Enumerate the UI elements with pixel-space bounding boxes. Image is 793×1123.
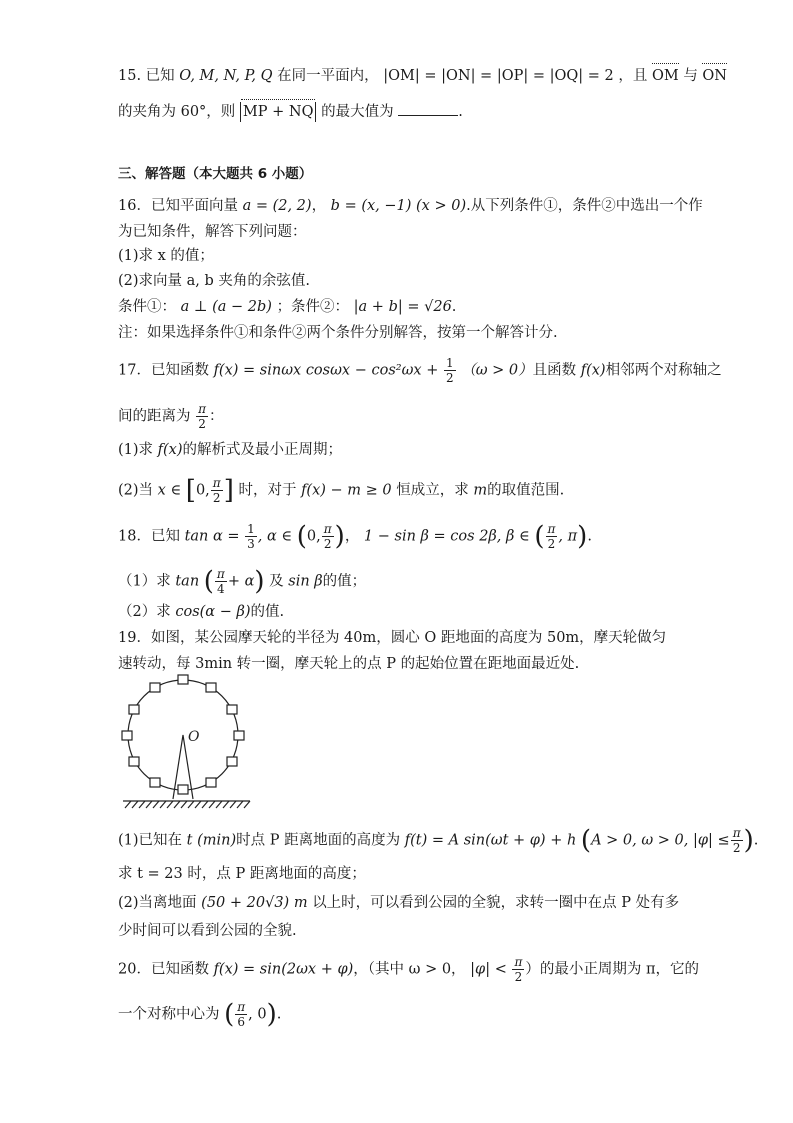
q19-function: f(t) = A sin(ωt + φ) + h: [404, 832, 577, 849]
q18-part2: [118, 602, 284, 622]
q16-part2: (2)求向量 a, b 夹角的余弦值.: [118, 273, 311, 289]
q16-conditions: [118, 297, 456, 317]
q16-condition: (x > 0): [416, 198, 467, 214]
q20-period: .: [276, 1006, 282, 1023]
denominator: 2: [547, 537, 556, 551]
q15-vector-om: OM: [651, 68, 679, 84]
q15-points: O, M, N, P, Q: [179, 68, 273, 84]
denominator: 2: [445, 371, 454, 385]
q19-period: .: [753, 832, 759, 849]
denominator: 2: [323, 537, 332, 551]
q20-text: ）的最小正周期为 π，它的: [525, 961, 699, 978]
q15-text: 15. 已知: [118, 68, 175, 84]
q18-interval-start: 0,: [306, 528, 321, 545]
q19-fraction-pi-2: [731, 826, 743, 855]
q20-point-y: , 0: [248, 1006, 267, 1023]
q17-domain: x ∈: [157, 482, 182, 499]
paren-right: ): [266, 999, 277, 1030]
q18-sin-beta: sin β: [288, 573, 323, 590]
q18-text: 的值；: [322, 573, 367, 590]
q17-part1: [118, 440, 342, 460]
q20-text: 一个对称中心为: [118, 1006, 220, 1023]
q17-m: m: [473, 482, 488, 499]
cabin: [206, 683, 216, 692]
q15-answer-blank: [398, 101, 458, 116]
q15-text: ，且: [618, 68, 648, 84]
numerator: π: [237, 1000, 246, 1014]
q18-alpha-domain: , α ∈: [257, 528, 293, 545]
q19-part1: [118, 826, 758, 855]
q18-interval-end: , π: [558, 528, 578, 545]
q15-period: .: [458, 104, 463, 120]
q20-line2: [118, 1000, 281, 1029]
q20-fraction-pi-2: [512, 955, 524, 984]
q18-tan: tan: [175, 573, 200, 590]
q17-text: 的解析式及最小正周期；: [182, 442, 343, 458]
q17-fx: f(x): [157, 442, 183, 458]
q18-text: （2）求: [118, 604, 171, 620]
bracket-left: [: [185, 475, 196, 506]
q18-fraction-third: [245, 522, 257, 551]
q15-norms: |OM| = |ON| = |OP| = |OQ| = 2: [383, 68, 614, 84]
q19-line2: 速转动，每 3min 转一圈，摩天轮上的点 P 的起始位置在距地面最近处.: [118, 656, 580, 672]
q17-text: ：: [209, 408, 224, 425]
cabin: [150, 683, 160, 692]
paren-right: ): [334, 521, 345, 552]
q17-condition: （ω > 0）: [461, 362, 533, 379]
q17-inequality: f(x) − m ≥ 0: [301, 482, 392, 499]
q19-text: 时点 P 距离地面的高度为: [236, 832, 401, 849]
q17-text: 间的距离为: [118, 408, 191, 425]
q16-condition-2: |a + b| = √26: [353, 299, 452, 315]
q18-text: 及: [269, 573, 284, 590]
q18-text: 18．已知: [118, 528, 180, 545]
cabin: [122, 731, 132, 740]
paren-right: ): [577, 521, 588, 552]
q19-part2: [118, 893, 679, 913]
q15-line1: [118, 66, 727, 86]
q16-vector-b: b = (x, −1): [330, 198, 412, 214]
q15-text: 在同一平面内，: [277, 68, 379, 84]
q19-text: (1)已知在: [118, 832, 183, 849]
denominator: 2: [212, 491, 221, 505]
denominator: 4: [217, 582, 225, 596]
numerator: 1: [445, 356, 454, 370]
cabin: [178, 675, 188, 684]
q18-text: 的值.: [250, 604, 285, 620]
q20-fraction-pi-6: [235, 1000, 247, 1029]
q19-line1: 19．如图，某公园摩天轮的半径为 40m，圆心 O 距地面的高度为 50m，摩天轮做匀: [118, 630, 667, 646]
q17-line2: [118, 402, 224, 431]
q15-text: 的最大值为: [321, 104, 394, 120]
numerator: π: [198, 402, 206, 416]
q18-fraction-pi-2: [322, 522, 334, 551]
denominator: 2: [514, 970, 523, 984]
q18-fraction-pi-2b: [546, 522, 558, 551]
paren-right: ): [743, 825, 754, 856]
cabin: [234, 731, 244, 740]
bracket-right: ]: [223, 475, 234, 506]
q17-text: 且函数: [532, 362, 577, 379]
q17-text: 时，对于: [238, 482, 297, 499]
cabin: [227, 757, 237, 766]
paren-left: (: [203, 566, 214, 597]
q19-conditions: A > 0, ω > 0, |φ| ≤: [591, 832, 730, 849]
q19-text: (2)当离地面: [118, 895, 197, 911]
q17-text: (1)求: [118, 442, 154, 458]
numerator: 1: [247, 522, 255, 536]
numerator: π: [547, 522, 556, 536]
q19-time: t (min): [186, 832, 237, 849]
denominator: 2: [732, 841, 741, 855]
q17-text: 的取值范围.: [487, 482, 565, 499]
q17-part2: [118, 476, 564, 505]
ground-hatching: [125, 801, 250, 808]
q19-height-expr: (50 + 20√3) m: [201, 895, 308, 911]
paren-right: ): [254, 566, 265, 597]
q16-text: 16．已知平面向量: [118, 198, 238, 214]
cabin: [150, 778, 160, 787]
center-label: O: [188, 729, 200, 745]
q19-text: 以上时，可以看到公园的全貌，求转一圈中在点 P 处有多: [312, 895, 680, 911]
q19-line6: 少时间可以看到公园的全貌.: [118, 923, 297, 939]
q18-period: .: [587, 528, 592, 545]
q16-line1: [118, 196, 703, 216]
paren-left: (: [224, 999, 235, 1030]
paren-left: (: [296, 521, 307, 552]
q17-fraction-pi-2b: [211, 476, 223, 505]
cabin: [227, 705, 237, 714]
q16-period: .: [451, 299, 457, 315]
q17-text: 17．已知函数: [118, 362, 209, 379]
q18-cos: cos(α − β): [175, 604, 251, 620]
q15-line2: [118, 101, 463, 122]
q17-fraction-half: [444, 356, 456, 385]
q16-text: .从下列条件①，条件②中选出一个作: [466, 198, 703, 214]
numerator: π: [212, 476, 221, 490]
q18-text: ，: [344, 528, 360, 545]
q20-text: ，（其中 ω > 0，: [353, 961, 466, 978]
q20-text: 20．已知函数: [118, 961, 209, 978]
q16-condition-1: a ⊥ (a − 2b): [180, 299, 272, 315]
paren-left: (: [580, 825, 592, 856]
q20-function: f(x) = sin(2ωx + φ): [213, 961, 354, 978]
q17-text: 相邻两个对称轴之: [605, 362, 722, 379]
q17-line1: [118, 356, 722, 385]
cabin: [178, 785, 188, 794]
q17-fx: f(x): [580, 362, 606, 379]
numerator: π: [323, 522, 332, 536]
q15-expression: MP + NQ: [240, 102, 317, 122]
q18-tan: tan α =: [184, 528, 240, 545]
denominator: 2: [198, 417, 206, 431]
q17-fraction-pi-2: [196, 402, 208, 431]
paren-left: (: [534, 521, 545, 552]
q18-fraction-pi-4: [215, 567, 227, 596]
q19-part1-question: 求 t = 23 时，点 P 距离地面的高度；: [118, 866, 366, 882]
q16-line2: 为已知条件，解答下列问题：: [118, 224, 307, 240]
q17-interval-start: 0,: [195, 482, 210, 499]
q16-note: 注：如果选择条件①和条件②两个条件分别解答，按第一个解答计分.: [118, 325, 558, 341]
q16-part1: (1)求 x 的值；: [118, 248, 214, 264]
q16-text: 条件①：: [118, 299, 176, 315]
cabin: [129, 705, 139, 714]
q16-vector-a: a = (2, 2): [242, 198, 312, 214]
numerator: π: [732, 826, 741, 840]
q18-plus-alpha: + α: [227, 573, 255, 590]
q17-text: (2)当: [118, 482, 154, 499]
q17-text: 恒成立，求: [396, 482, 469, 499]
cabin: [129, 757, 139, 766]
q15-text: 的夹角为 60°，则: [118, 104, 236, 120]
q17-function: f(x) = sinωx cosωx − cos²ωx +: [213, 362, 439, 379]
denominator: 3: [247, 537, 255, 551]
q18-part1: [118, 567, 366, 596]
q16-text: ；条件②：: [276, 299, 350, 315]
q20-phi: |φ| <: [470, 961, 507, 978]
numerator: π: [216, 567, 225, 581]
q18-text: （1）求: [118, 573, 171, 590]
ferris-wheel-figure: [118, 672, 258, 812]
denominator: 6: [237, 1015, 246, 1029]
q15-vector-on: ON: [702, 68, 727, 84]
numerator: π: [514, 955, 523, 969]
q20-line1: [118, 955, 699, 984]
q15-text: 与: [683, 68, 698, 84]
section-header: 三、解答题（本大题共 6 小题）: [118, 166, 313, 182]
q18-equation: 1 − sin β = cos 2β, β ∈: [363, 528, 530, 545]
q18-line1: [118, 522, 592, 551]
cabin: [206, 778, 216, 787]
q16-text: ，: [311, 198, 327, 214]
